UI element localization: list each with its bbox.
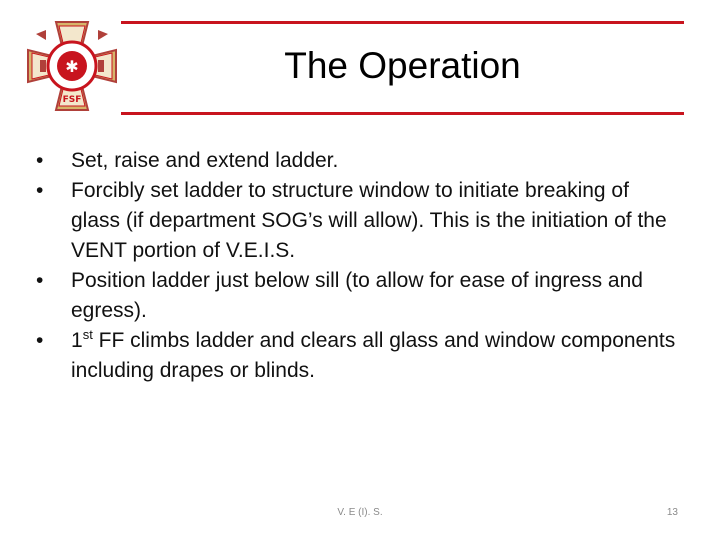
bullet-text: Forcibly set ladder to structure window to initiate breaking of glass (if department SOG’s will allow). This is the initiation of the VENT portion of V.E.I.S. bbox=[71, 179, 667, 262]
title-rule-top bbox=[121, 21, 684, 24]
bullet-text: FF climbs ladder and clears all glass and window components including drapes or blinds. bbox=[71, 329, 676, 382]
firefighter-logo-icon bbox=[26, 20, 118, 112]
bullet-item bbox=[36, 326, 676, 386]
logo-text: FSF bbox=[62, 95, 82, 105]
bullet-icon: • bbox=[36, 329, 44, 352]
bullet-item bbox=[36, 266, 676, 326]
bullet-icon: • bbox=[36, 149, 44, 172]
bullet-icon: • bbox=[36, 269, 44, 292]
bullet-item bbox=[36, 146, 676, 176]
bullet-item bbox=[36, 176, 676, 266]
bullet-prefix: 1 bbox=[71, 329, 83, 352]
bullet-list bbox=[36, 146, 676, 386]
title-rule-bottom bbox=[121, 112, 684, 115]
bullet-superscript: st bbox=[82, 327, 93, 342]
bullet-icon: • bbox=[36, 179, 44, 202]
bullet-text: Position ladder just below sill (to allow for ease of ingress and egress). bbox=[71, 269, 643, 322]
bullet-text: Set, raise and extend ladder. bbox=[71, 149, 339, 172]
slide-title: The Operation bbox=[284, 45, 521, 86]
footer-text: V. E (I). S. bbox=[337, 507, 383, 518]
page-number: 13 bbox=[666, 507, 678, 518]
svg-text:✱: ✱ bbox=[65, 57, 79, 76]
